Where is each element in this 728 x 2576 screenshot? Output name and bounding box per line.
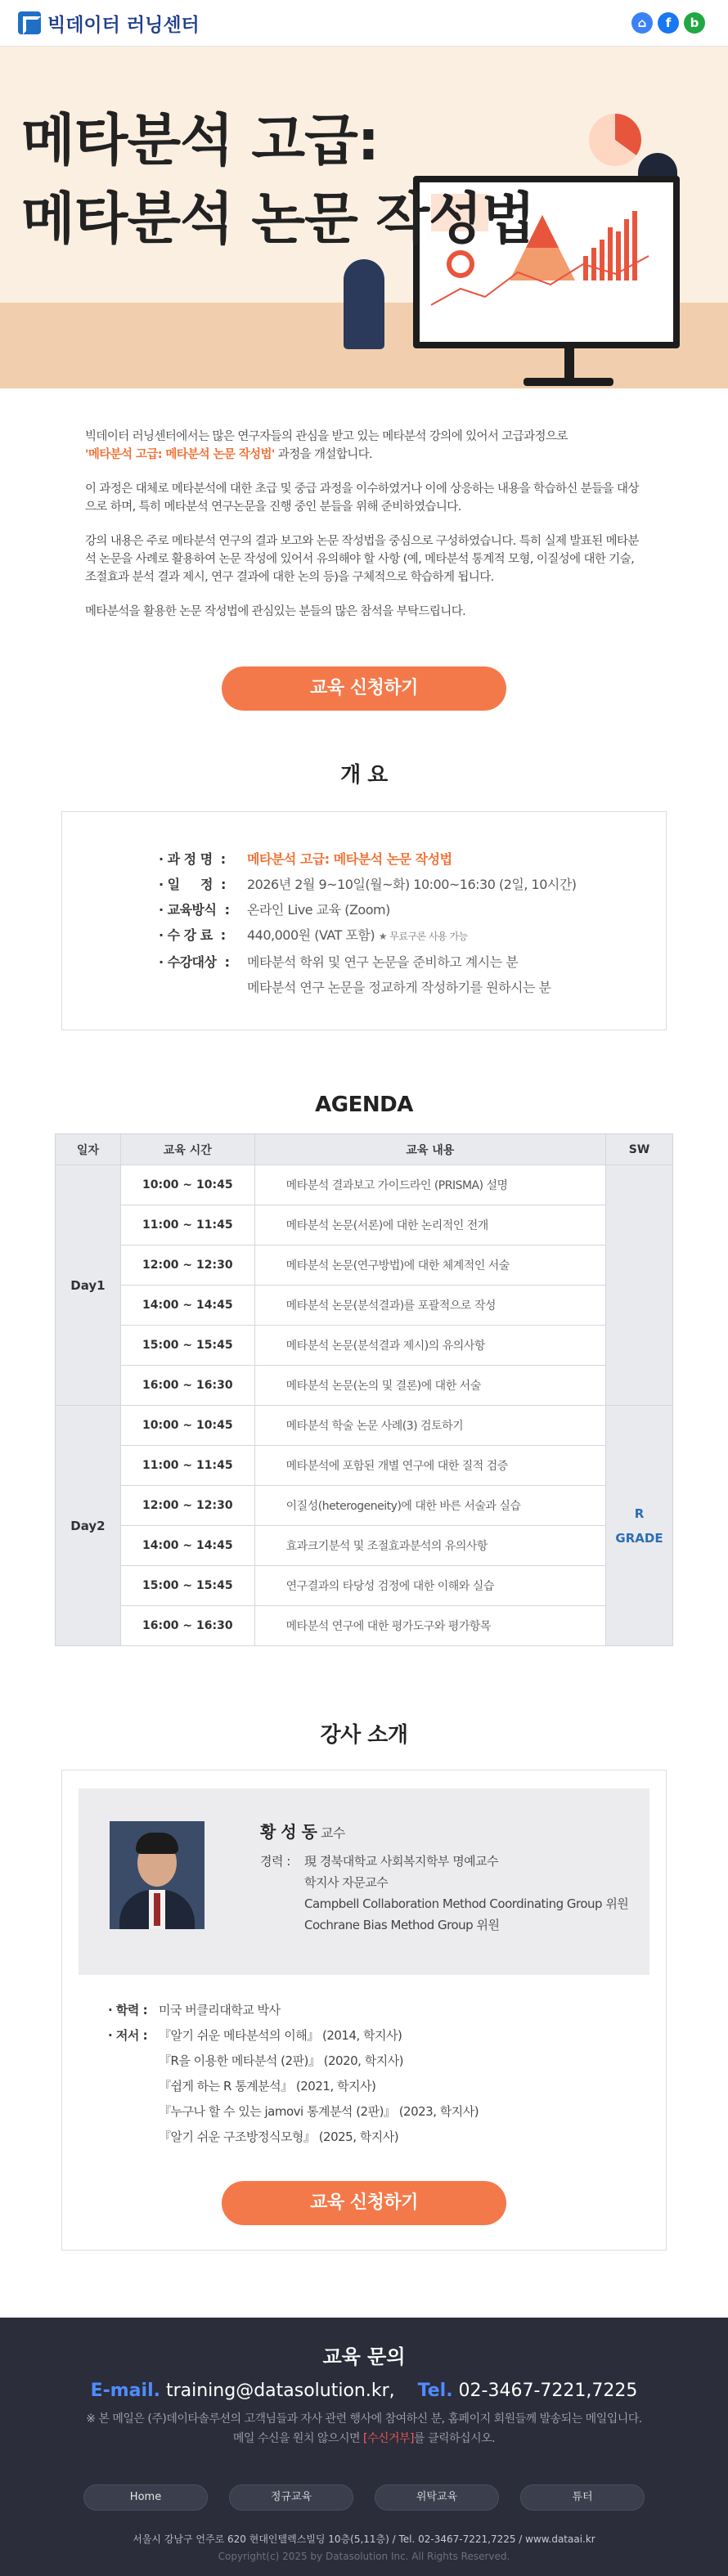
footer-nav-tutor[interactable]: 튜터 bbox=[520, 2484, 645, 2511]
tel-label: Tel. bbox=[417, 2381, 453, 2401]
career-label: 경력 : bbox=[260, 1854, 290, 1869]
pie-chart-illustration bbox=[589, 114, 641, 166]
social-links bbox=[631, 12, 705, 34]
logo-text: 빅데이터 러닝센터 bbox=[47, 14, 200, 36]
overview-label: · 과 정 명 : bbox=[159, 851, 226, 867]
home-icon[interactable]: ⌂ bbox=[631, 12, 653, 34]
agenda-time: 16:00 ~ 16:30 bbox=[120, 1366, 254, 1406]
agenda-time: 15:00 ~ 15:45 bbox=[120, 1566, 254, 1606]
footer-nav-regular[interactable]: 정규교육 bbox=[229, 2484, 353, 2511]
overview-value: 메타분석 고급: 메타분석 논문 작성법 bbox=[247, 851, 452, 867]
instructor-title: 강사 소개 bbox=[320, 1723, 408, 1748]
footer bbox=[0, 2318, 728, 2576]
book-item: 『알기 쉬운 구조방정식모형』 (2025, 학지사) bbox=[159, 2129, 399, 2144]
agenda-time: 14:00 ~ 14:45 bbox=[120, 1286, 254, 1326]
agenda-content: 메타분석 논문(분석결과)를 포괄적으로 작성 bbox=[254, 1286, 605, 1326]
agenda-time: 11:00 ~ 11:45 bbox=[120, 1446, 254, 1486]
table-row bbox=[56, 1486, 673, 1526]
overview-row-course bbox=[62, 846, 666, 872]
instructor-role: 교수 bbox=[317, 1825, 345, 1841]
agenda-day2: Day2 bbox=[56, 1406, 121, 1646]
footer-notice bbox=[0, 2409, 728, 2448]
sw-grade: GRADE bbox=[615, 1530, 663, 1546]
intro-paragraph-1 bbox=[85, 428, 643, 464]
agenda-header-sw: SW bbox=[606, 1134, 673, 1165]
table-row bbox=[56, 1406, 673, 1446]
overview-value bbox=[247, 922, 666, 949]
fee-note: ★ 무료구론 사용 가능 bbox=[378, 931, 468, 942]
book-item: 『R을 이용한 메타분석 (2판)』 (2020, 학지사) bbox=[159, 2053, 404, 2068]
intro-text bbox=[0, 388, 728, 621]
instructor-box bbox=[61, 1770, 667, 2251]
instructor-info bbox=[260, 1821, 628, 1936]
blog-icon[interactable]: b bbox=[684, 12, 705, 34]
table-row bbox=[56, 1165, 673, 1205]
agenda-content: 메타분석 논문(논의 및 결론)에 대한 서술 bbox=[254, 1366, 605, 1406]
table-row bbox=[56, 1526, 673, 1566]
email-link[interactable]: training@datasolution.kr, bbox=[165, 2381, 395, 2401]
overview-value: 메타분석 학위 및 연구 논문을 준비하고 계시는 분 bbox=[247, 954, 519, 970]
hero-title bbox=[21, 102, 535, 259]
intro-p1-prefix: 빅데이터 러닝센터에서는 많은 연구자들의 관심을 받고 있는 메타분석 강의에 있어서 고급과정으로 bbox=[85, 430, 568, 443]
table-row bbox=[56, 1446, 673, 1486]
apply-button-bottom[interactable]: 교육 신청하기 bbox=[222, 2181, 506, 2225]
intro-paragraph-3: 강의 내용은 주로 메타분석 연구의 결과 보고와 논문 작성법을 중심으로 구성하였습니다. 특히 실제 발표된 메타분석 논문을 사례로 활용하여 논문 작성에 있어서 유의해야 할 사항 (예, 메타분석 통계적 모형, 이질성에 대한 기술, 조절효과 분석 결과 제시, 연구 결과에 대한 논의 등)을 구체적으로 학습하게 됩니다. bbox=[85, 535, 639, 584]
overview-row-target bbox=[62, 949, 666, 975]
tel-value: 02-3467-7221,7225 bbox=[458, 2381, 638, 2401]
instructor-name bbox=[260, 1821, 628, 1844]
agenda-content: 메타분석 연구에 대한 평가도구와 평가항목 bbox=[254, 1606, 605, 1646]
overview-box bbox=[61, 811, 667, 1030]
books-row bbox=[108, 2023, 649, 2049]
footer-nav-consign[interactable]: 위탁교육 bbox=[375, 2484, 499, 2511]
footer-nav bbox=[0, 2484, 728, 2511]
logo[interactable] bbox=[18, 10, 200, 37]
board-base bbox=[524, 378, 613, 386]
overview-label: · 수 강 료 : bbox=[159, 927, 226, 943]
education-row bbox=[108, 1998, 649, 2023]
agenda-content: 메타분석 논문(연구방법)에 대한 체계적인 서술 bbox=[254, 1245, 605, 1286]
footer-nav-home[interactable]: Home bbox=[83, 2484, 208, 2511]
career-row bbox=[260, 1851, 628, 1936]
agenda-title: AGENDA bbox=[315, 1093, 413, 1117]
career-item: Cochrane Bias Method Group 위원 bbox=[304, 1918, 500, 1932]
overview-title: 개 요 bbox=[340, 763, 388, 788]
agenda-content: 메타분석 학술 논문 사례(3) 검토하기 bbox=[254, 1406, 605, 1446]
overview-label: · 일 정 : bbox=[159, 877, 226, 892]
education-label: · 학력 : bbox=[108, 2003, 148, 2017]
career-list bbox=[304, 1851, 628, 1936]
agenda-table bbox=[55, 1133, 673, 1646]
career-item: Campbell Collaboration Method Coordinating Group 위원 bbox=[304, 1896, 629, 1911]
overview-row-fee bbox=[62, 922, 666, 949]
notice-suffix: 를 클릭하십시오. bbox=[414, 2432, 496, 2445]
cta-wrap-bottom bbox=[79, 2150, 649, 2225]
agenda-day1: Day1 bbox=[56, 1165, 121, 1406]
agenda-time: 16:00 ~ 16:30 bbox=[120, 1606, 254, 1646]
facebook-icon[interactable]: f bbox=[658, 12, 679, 34]
overview-row-schedule bbox=[62, 872, 666, 897]
instructor-card bbox=[79, 1788, 649, 1975]
agenda-time: 12:00 ~ 12:30 bbox=[120, 1245, 254, 1286]
table-row bbox=[56, 1205, 673, 1245]
overview-value: 2026년 2월 9~10일(월~화) 10:00~16:30 (2일, 10시간) bbox=[247, 877, 577, 892]
notice-prefix: 메일 수신을 원치 않으시면 bbox=[232, 2432, 363, 2445]
sw-r: R bbox=[634, 1506, 645, 1521]
footer-contact bbox=[0, 2381, 728, 2401]
agenda-content: 연구결과의 타당성 검정에 대한 이해와 실습 bbox=[254, 1566, 605, 1606]
agenda-header-time: 교육 시간 bbox=[120, 1134, 254, 1165]
apply-button-top[interactable]: 교육 신청하기 bbox=[222, 666, 506, 711]
notice-line1: ※ 본 메일은 (주)데이타솔루션의 고객님들과 자사 관련 행사에 참여하신 분, 홈페이지 회원들께 발송되는 메일입니다. bbox=[86, 2412, 642, 2426]
agenda-time: 12:00 ~ 12:30 bbox=[120, 1486, 254, 1526]
top-bar bbox=[0, 0, 728, 47]
overview-row-method bbox=[62, 897, 666, 922]
instructor-name-text: 황 성 동 bbox=[260, 1822, 317, 1842]
cta-wrap-top bbox=[0, 637, 728, 711]
agenda-content: 이질성(heterogeneity)에 대한 바른 서술과 실습 bbox=[254, 1486, 605, 1526]
table-row bbox=[56, 1366, 673, 1406]
agenda-time: 10:00 ~ 10:45 bbox=[120, 1165, 254, 1205]
footer-copyright: Copyright(c) 2025 by Datasolution Inc. All Rights Reserved. bbox=[218, 2551, 510, 2562]
hero-title-line2: 메타분석 논문 작성법 bbox=[21, 187, 535, 252]
notice-line2 bbox=[0, 2429, 728, 2448]
email-label: E-mail. bbox=[90, 2381, 160, 2401]
hero-title-line1: 메타분석 고급: bbox=[21, 109, 379, 173]
fee-value: 440,000원 (VAT 포함) bbox=[247, 927, 375, 943]
agenda-time: 10:00 ~ 10:45 bbox=[120, 1406, 254, 1446]
overview-label: · 수강대상 : bbox=[159, 954, 230, 970]
agenda-content: 메타분석에 포함된 개별 연구에 대한 질적 검증 bbox=[254, 1446, 605, 1486]
career-item: 現 경북대학교 사회복지학부 명예교수 bbox=[304, 1854, 499, 1869]
agenda-content: 효과크기분석 및 조절효과분석의 유의사항 bbox=[254, 1526, 605, 1566]
agenda-header-content: 교육 내용 bbox=[254, 1134, 605, 1165]
instructor-photo bbox=[110, 1821, 204, 1929]
table-row bbox=[56, 1245, 673, 1286]
hero-banner bbox=[0, 47, 728, 388]
table-row bbox=[56, 1566, 673, 1606]
agenda-time: 15:00 ~ 15:45 bbox=[120, 1326, 254, 1366]
agenda-content: 메타분석 논문(서론)에 대한 논리적인 전개 bbox=[254, 1205, 605, 1245]
education-value: 미국 버클리대학교 박사 bbox=[159, 2003, 281, 2017]
footer-address: 서울시 강남구 언주로 620 현대인텔렉스빌딩 10층(5,11층) / Tel. 02-3467-7221,7225 / www.dataai.kr bbox=[133, 2533, 595, 2545]
instructor-details bbox=[79, 1975, 649, 2150]
intro-p1-suffix: 과정을 개설합니다. bbox=[274, 448, 373, 461]
agenda-content: 메타분석 논문(분석결과 제시)의 유의사항 bbox=[254, 1326, 605, 1366]
books-label: · 저서 : bbox=[108, 2028, 148, 2043]
footer-title: 교육 문의 bbox=[322, 2345, 406, 2368]
book-item: 『알기 쉬운 메타분석의 이해』 (2014, 학지사) bbox=[159, 2028, 402, 2043]
overview-target-sub: 메타분석 연구 논문을 정교하게 작성하기를 원하시는 분 bbox=[247, 980, 551, 995]
agenda-time: 14:00 ~ 14:45 bbox=[120, 1526, 254, 1566]
overview-label: · 교육방식 : bbox=[159, 902, 230, 918]
agenda-header-day: 일자 bbox=[56, 1134, 121, 1165]
agenda-time: 11:00 ~ 11:45 bbox=[120, 1205, 254, 1245]
intro-course-highlight: '메타분석 고급: 메타분석 논문 작성법' bbox=[85, 448, 275, 461]
unsubscribe-link[interactable]: [수신거부] bbox=[362, 2432, 415, 2445]
person-illustration-left bbox=[344, 259, 384, 349]
agenda-header-row bbox=[56, 1134, 673, 1165]
table-row bbox=[56, 1326, 673, 1366]
book-item: 『누구나 할 수 있는 jamovi 통계분석 (2판)』 (2023, 학지사) bbox=[159, 2104, 479, 2119]
agenda-sw-day1 bbox=[606, 1165, 673, 1406]
intro-paragraph-4: 메타분석을 활용한 논문 작성법에 관심있는 분들의 많은 참석을 부탁드립니다. bbox=[85, 605, 466, 618]
book-item: 『쉽게 하는 R 통계분석』 (2021, 학지사) bbox=[159, 2079, 376, 2094]
table-row bbox=[56, 1286, 673, 1326]
table-row bbox=[56, 1606, 673, 1646]
agenda-content: 메타분석 결과보고 가이드라인 (PRISMA) 설명 bbox=[254, 1165, 605, 1205]
agenda-sw-day2 bbox=[606, 1406, 673, 1646]
overview-value: 온라인 Live 교육 (Zoom) bbox=[247, 902, 390, 918]
intro-paragraph-2: 이 과정은 대체로 메타분석에 대한 초급 및 중급 과정을 이수하였거나 이에 상응하는 내용을 학습하신 분들을 대상으로 하며, 특히 메타분석 연구논문을 진행 중인 분들을 위해 준비하였습니다. bbox=[85, 482, 639, 514]
logo-mark-icon bbox=[18, 11, 41, 34]
career-item: 학지사 자문교수 bbox=[304, 1875, 389, 1890]
